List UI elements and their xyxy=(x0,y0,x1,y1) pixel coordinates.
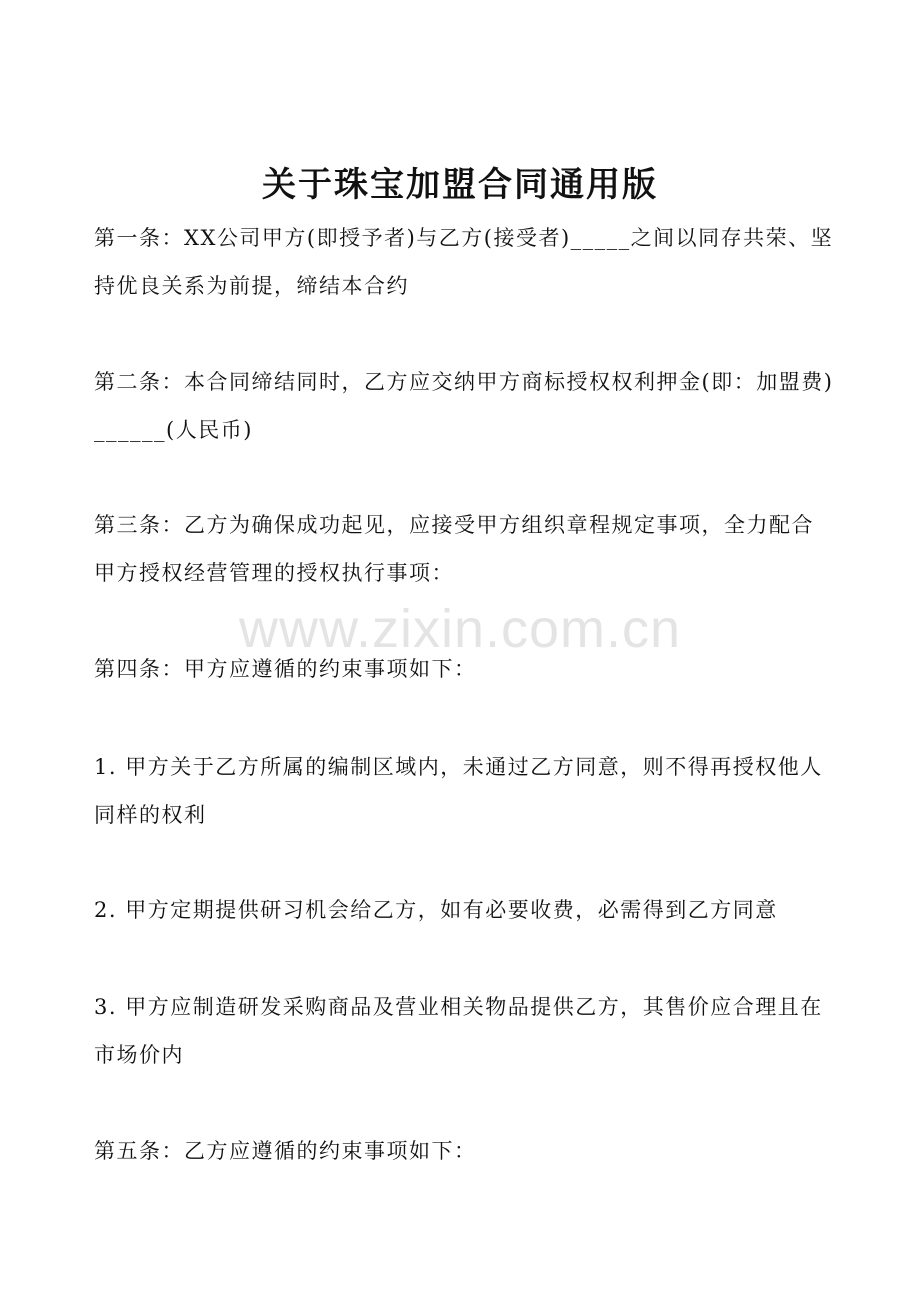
article-3-paragraph: 第三条：乙方为确保成功起见，应接受甲方组织章程规定事项，全力配合甲方授权经营管理的授权执行事项： xyxy=(94,513,814,585)
article-1-paragraph: 第一条：XX公司甲方(即授予者)与乙方(接受者)_____之间以同存共荣、坚持优良关系为前提，缔结本合约 xyxy=(94,226,834,298)
article-2-paragraph: 第二条：本合同缔结同时，乙方应交纳甲方商标授权权利押金(即：加盟费)______(人民币) xyxy=(94,370,834,442)
article-5-paragraph: 第五条：乙方应遵循的约束事项如下： xyxy=(94,1139,477,1163)
article-4-item-3: 3. 甲方应制造研发采购商品及营业相关物品提供乙方，其售价应合理且在市场价内 xyxy=(94,995,823,1067)
watermark-text: www.zixin.com.cn xyxy=(238,599,682,659)
article-4-paragraph: 第四条：甲方应遵循的约束事项如下： xyxy=(94,657,477,681)
article-4-item-2: 2. 甲方定期提供研习机会给乙方，如有必要收费，必需得到乙方同意 xyxy=(94,898,778,922)
article-4-item-1: 1. 甲方关于乙方所属的编制区域内，未通过乙方同意，则不得再授权他人同样的权利 xyxy=(94,755,823,827)
document-title: 关于珠宝加盟合同通用版 xyxy=(262,165,658,205)
